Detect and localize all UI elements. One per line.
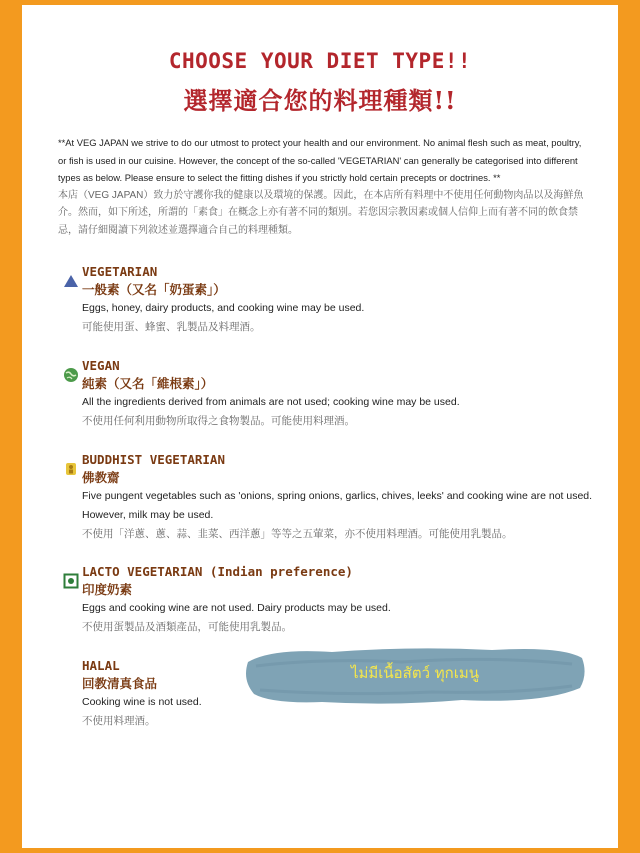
section-title-zh: 印度奶素 (82, 582, 133, 597)
section-description: Eggs and cooking wine are not used. Dairy products may be used. (82, 602, 391, 614)
section-description-zh: 不使用任何利用動物所取得之食物製品。可能使用料理酒。 (82, 415, 355, 427)
intro-block (58, 134, 588, 239)
diet-section-buddhist (82, 451, 602, 544)
section-description: Cooking wine is not used. (82, 696, 202, 708)
page-title-en: CHOOSE YOUR DIET TYPE!! (168, 49, 472, 73)
section-description: All the ingredients derived from animals are not used; cooking wine may be used. (82, 396, 460, 408)
diet-section-lacto (82, 563, 602, 637)
section-description-zh: 不使用「洋蔥、蔥、蒜、韭菜、西洋蔥」等等之五葷菜，亦不使用料理酒。可能使用乳製品。 (82, 528, 513, 540)
page-title-zh: 選擇適合您的料理種類!! (183, 86, 457, 115)
section-title: HALAL (82, 658, 120, 673)
buddha-icon (63, 461, 79, 477)
section-title-zh: 佛教齋 (82, 470, 120, 485)
section-title-zh: 回教清真食品 (82, 676, 158, 691)
section-title: BUDDHIST VEGETARIAN (82, 452, 225, 467)
triangle-icon (63, 273, 79, 289)
overlay-note: ไม่มีเนื้อสัตว์ ทุกเมนู (350, 664, 480, 682)
intro-english: **At VEG JAPAN we strive to do our utmost to protect your health and our environment. No animal flesh such as meat, poultry, or fish is used in our cuisine. However, the concept of the so-called 'VEGETARIAN' can generally be categorised into different types as below. Please ensure to select the fitting dishes if you strictly hold certain precepts or doctrines. ** (58, 137, 582, 183)
section-title: LACTO VEGETARIAN (Indian preference) (82, 564, 353, 579)
section-title-zh: 純素（又名「維根素」） (82, 376, 214, 391)
section-description-zh: 不使用蛋製品及酒類產品，可能使用乳製品。 (82, 621, 292, 633)
diet-section-vegetarian (82, 263, 602, 337)
section-description-zh: 不使用料理酒。 (82, 715, 156, 727)
menu-page (22, 5, 618, 848)
section-title-zh: 一般素（又名「奶蛋素」） (82, 282, 226, 297)
square-dot-icon (63, 573, 79, 589)
section-title: VEGETARIAN (82, 264, 158, 279)
section-description: Five pungent vegetables such as 'onions, spring onions, garlics, chives, leeks' and cooking wine are not used. However, milk may be used. (82, 490, 593, 521)
diet-section-vegan (82, 357, 602, 431)
section-description-zh: 可能使用蛋、蜂蜜、乳製品及料理酒。 (82, 321, 261, 333)
section-title: VEGAN (82, 358, 120, 373)
crescent-icon (63, 667, 79, 683)
section-description: Eggs, honey, dairy products, and cooking wine may be used. (82, 302, 365, 314)
intro-chinese: 本店（VEG JAPAN）致力於守護你我的健康以及環境的保護。因此，在本店所有料理中不使用任何動物肉品以及海鮮魚介。然而，如下所述，所謂的「素食」在概念上亦有著不同的類別。若您因宗教因素或個人信仰上而有著不同的飲食禁忌，請仔細閱讀下列敘述並選擇適合自己的料理種類。 (58, 189, 584, 236)
globe-icon (63, 367, 79, 383)
